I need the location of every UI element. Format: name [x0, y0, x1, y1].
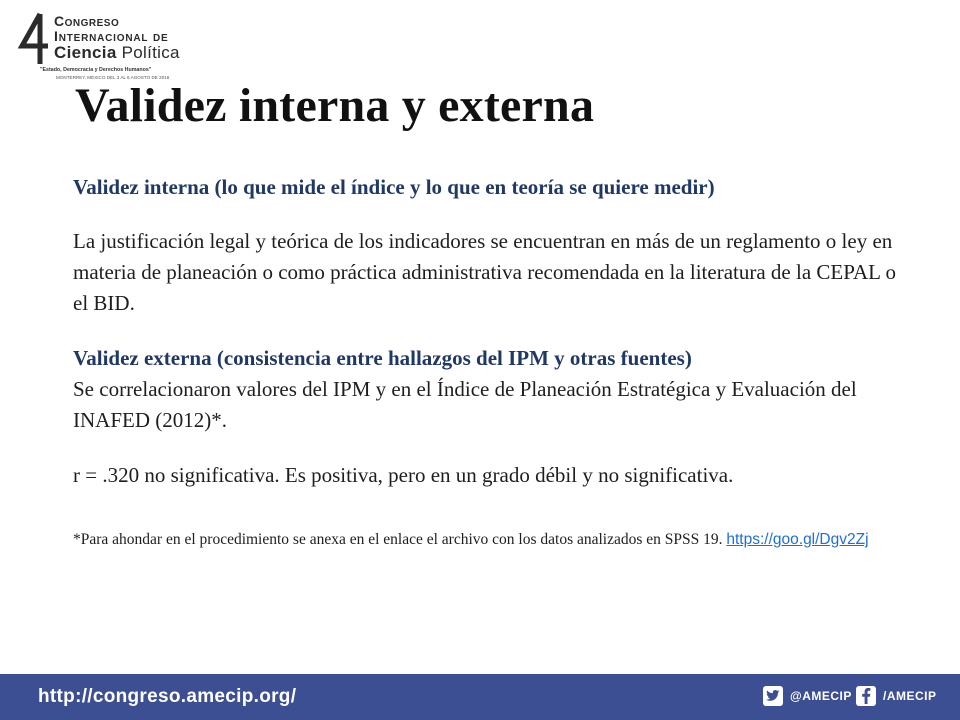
logo-word-politica: Política	[121, 43, 180, 62]
external-validity-heading: Validez externa (consistencia entre hallazgos del IPM y otras fuentes)	[73, 346, 692, 370]
footer-url[interactable]: http://congreso.amecip.org/	[38, 686, 297, 707]
correlation-result: r = .320 no significativa. Es positiva, pero en un grado débil y no significativa.	[73, 463, 734, 487]
footnote	[73, 529, 903, 551]
twitter-icon	[763, 686, 783, 706]
internal-validity-heading: Validez interna (lo que mide el índice y lo que en teoría se quiere medir)	[73, 175, 715, 199]
facebook-link[interactable]	[856, 686, 937, 706]
logo-word-ciencia: Ciencia	[54, 43, 117, 62]
logo-date: MONTERREY, MÉXICO DEL 3 AL 6 AGOSTO DE 2016	[56, 75, 170, 80]
logo-line-congreso: Congreso	[54, 13, 120, 29]
logo-line-internacional: Internacional de	[54, 28, 169, 44]
footnote-link[interactable]: https://goo.gl/Dgv2Zj	[726, 531, 869, 548]
twitter-handle: @AMECIP	[790, 689, 852, 703]
congress-logo	[18, 10, 198, 82]
logo-motto: "Estado, Democracia y Derechos Humanos"	[40, 67, 152, 73]
four-numeral-icon	[18, 12, 52, 64]
footer-bar	[0, 674, 960, 720]
logo-line-ciencia-politica	[54, 44, 180, 61]
internal-validity-body: La justificación legal y teórica de los indicadores se encuentran en más de un reglamento o ley en materia de planeación o como práctica administrativa recomendada en la literatura de la CEPAL o el BID.	[73, 229, 896, 315]
facebook-icon	[856, 686, 876, 706]
footnote-text: *Para ahondar en el procedimiento se anexa en el enlace el archivo con los datos analizados en SPSS 19.	[73, 531, 723, 548]
slide-title: Validez interna y externa	[75, 79, 595, 132]
slide-content	[73, 172, 903, 551]
facebook-handle: /AMECIP	[883, 689, 937, 703]
twitter-link[interactable]	[763, 686, 852, 706]
external-validity-body: Se correlacionaron valores del IPM y en el Índice de Planeación Estratégica y Evaluación del INAFED (2012)*.	[73, 377, 857, 432]
